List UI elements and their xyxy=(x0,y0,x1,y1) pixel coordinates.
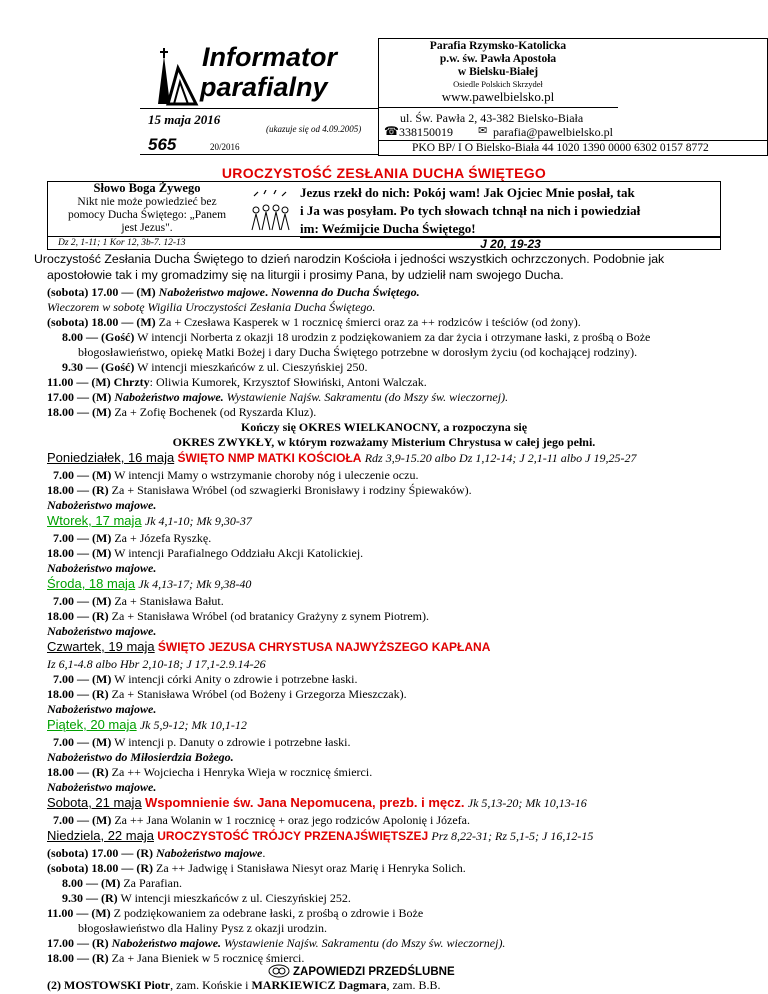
email[interactable]: parafia@pawelbielsko.pl xyxy=(493,125,614,139)
tuesday-line-2: 18.00 — (M) W intencji Parafialnego Oddziału Akcji Katolickiej. xyxy=(47,546,364,560)
parish-city: w Bielsku-Białej xyxy=(457,66,539,78)
website[interactable]: www.pawelbielsko.pl xyxy=(441,89,555,104)
bank-account: PKO BP/ I O Bielsko-Biała 44 1020 1390 0000 6302 0157 8772 xyxy=(412,142,709,154)
sunday2-line-1: (sobota) 17.00 — (R) Nabożeństwo majowe. xyxy=(47,846,266,860)
thursday-header: Czwartek, 19 maja ŚWIĘTO JEZUSA CHRYSTUSA NAJWYŻSZEGO KAPŁANA xyxy=(47,639,491,654)
monday-line-3: Nabożeństwo majowe. xyxy=(47,498,157,512)
sunday-line-3: (sobota) 18.00 — (M) Za + Czesława Kasperek w 1 rocznicę śmierci oraz za ++ rodziców i teściów (od żony). xyxy=(47,315,581,329)
sunday2-line-7: 17.00 — (R) Nabożeństwo majowe. Wystawienie Najśw. Sakramentu (do Mszy św. wieczornej). xyxy=(47,936,506,950)
sunday-line-8: 17.00 — (M) Nabożeństwo majowe. Wystawienie Najśw. Sakramentu (do Mszy św. wieczornej). xyxy=(47,390,509,404)
friday-line-1: 7.00 — (M) W intencji p. Danuty o zdrowie i potrzebne łaski. xyxy=(53,735,351,749)
saturday-header: Sobota, 21 maja Wspomnienie św. Jana Nepomucena, prezb. i męcz. Jk 5,13-20; Mk 10,13-16 xyxy=(47,795,587,810)
mail-icon: ✉ xyxy=(478,125,488,137)
thursday-line-3: Nabożeństwo majowe. xyxy=(47,702,157,716)
sunday-line-6: 9.30 — (Gość) W intencji mieszkańców z ul. Cieszyńskiej 250. xyxy=(62,360,368,374)
wednesday-line-2: 18.00 — (R) Za + Stanisława Wróbel (od bratanicy Grażyny z synem Piotrem). xyxy=(47,609,429,623)
feast-title: UROCZYSTOŚĆ ZESŁANIA DUCHA ŚWIĘTEGO xyxy=(221,165,547,181)
monday-line-1: 7.00 — (M) W intencji Mamy o wstrzymanie choroby nóg i uleczenie oczu. xyxy=(53,468,419,482)
season-end-2: OKRES ZWYKŁY, w którym rozważamy Misterium Chrystusa w całej jego pełni. xyxy=(172,435,596,449)
parish-name: Parafia Rzymsko-Katolicka xyxy=(429,40,567,52)
sunday-line-7: 11.00 — (M) Chrzty: Oliwia Kumorek, Krzysztof Słowiński, Antoni Walczak. xyxy=(47,375,427,389)
sunday-line-1: (sobota) 17.00 — (M) Nabożeństwo majowe. Nowenna do Ducha Świętego. xyxy=(47,285,420,299)
sunday-line-9: 18.00 — (M) Za + Zofię Bochenek (od Ryszarda Kluz). xyxy=(47,405,317,419)
word-text-1: Nikt nie może powiedzieć bez xyxy=(77,196,217,208)
issue-date: 15 maja 2016 xyxy=(148,112,221,127)
parish-district: Osiedle Polskich Skrzydeł xyxy=(453,79,543,89)
wednesday-line-1: 7.00 — (M) Za + Stanisława Bałut. xyxy=(53,594,224,608)
header xyxy=(140,38,768,164)
friday-header: Piątek, 20 maja Jk 5,9-12; Mk 10,1-12 xyxy=(47,717,247,732)
saturday-line-1: 7.00 — (M) Za ++ Jana Wolanin w 1 rocznicę + oraz jego rodziców Apolonię i Józefa. xyxy=(53,813,470,827)
sunday2-line-8: 18.00 — (R) Za + Jana Bieniek w 5 rocznicę śmierci. xyxy=(47,951,305,965)
tuesday-header: Wtorek, 17 maja Jk 4,1-10; Mk 9,30-37 xyxy=(47,513,252,528)
sunday2-line-6: błogosławieństwo dla Haliny Pysz z okazji urodzin. xyxy=(78,921,327,935)
logo-title-2: parafialny xyxy=(200,72,328,102)
word-ref: Dz 2, 1-11; 1 Kor 12, 3b-7. 12-13 xyxy=(58,238,186,248)
sunday2-line-2: (sobota) 18.00 — (R) Za ++ Jadwigę i Stanisława Niesyt oraz Marię i Henryka Solich. xyxy=(47,861,466,875)
wednesday-line-3: Nabożeństwo majowe. xyxy=(47,624,157,638)
friday-line-3: 18.00 — (R) Za ++ Wojciecha i Henryka Wieja w rocznicę śmierci. xyxy=(47,765,373,779)
sunday2-header: Niedziela, 22 maja UROCZYSTOŚĆ TRÓJCY PRZENAJŚWIĘTSZEJ Prz 8,22-31; Rz 5,1-5; J 16,12-15 xyxy=(47,828,594,843)
sunday2-line-3: 8.00 — (M) Za Parafian. xyxy=(62,876,182,890)
sunday-line-2: Wieczorem w sobotę Wigilia Uroczystości Zesłania Ducha Świętego. xyxy=(47,300,376,314)
word-text-2: pomocy Ducha Świętego: „Panem xyxy=(67,209,227,221)
sunday2-line-5: 11.00 — (M) Z podziękowaniem za odebrane łaski, z prośbą o zdrowie i Boże xyxy=(47,906,424,920)
tuesday-line-1: 7.00 — (M) Za + Józefa Ryszkę. xyxy=(53,531,212,545)
intro-line-2: apostołowie tak i my gromadzimy się na liturgii i prosimy Pana, by udzielił nam swojego Ducha. xyxy=(47,268,564,282)
quote-line-2: i Ja was posyłam. Po tych słowach tchnął na nich i powiedział xyxy=(300,203,641,218)
banns-title: ZAPOWIEDZI PRZEDŚLUBNE xyxy=(293,966,455,978)
thursday-readings: Iz 6,1-4.8 albo Hbr 2,10-18; J 17,1-2.9.14-26 xyxy=(47,657,266,671)
friday-line-2: Nabożeństwo do Miłosierdzia Bożego. xyxy=(47,750,234,764)
season-end-1: Kończy się OKRES WIELKANOCNY, a rozpoczyna się xyxy=(240,420,528,434)
word-title: Słowo Boga Żywego xyxy=(93,181,201,195)
thursday-line-1: 7.00 — (M) W intencji córki Anity o zdrowie i potrzebne łaski. xyxy=(53,672,358,686)
banns-line-1: (2) MOSTOWSKI Piotr, zam. Końskie i MARKIEWICZ Dagmara, zam. B.B. xyxy=(47,978,441,992)
thursday-line-2: 18.00 — (R) Za + Stanisława Wróbel (od Bożeny i Grzegorza Mieszczak). xyxy=(47,687,407,701)
phone: 338150019 xyxy=(399,125,453,139)
wednesday-header: Środa, 18 maja Jk 4,13-17; Mk 9,38-40 xyxy=(47,576,252,591)
quote-line-3: im: Weźmijcie Ducha Świętego! xyxy=(300,221,476,236)
apostles-icon xyxy=(248,190,292,232)
quote-line-1: Jezus rzekł do nich: Pokój wam! Jak Ojciec Mnie posłał, tak xyxy=(300,185,635,200)
issue-number: 565 xyxy=(148,135,177,154)
intro-line-1: Uroczystość Zesłania Ducha Świętego to dzień narodzin Kościoła i jedności wszystkich ochrzczonych. Podobnie jak xyxy=(34,252,665,266)
quote-ref: J 20, 19-23 xyxy=(480,237,541,251)
sunday2-line-4: 9.30 — (R) W intencji mieszkańców z ul. Cieszyńskiej 252. xyxy=(62,891,351,905)
address: ul. Św. Pawła 2, 43-382 Bielsko-Biała xyxy=(400,111,584,125)
tuesday-line-3: Nabożeństwo majowe. xyxy=(47,561,157,575)
since-date: (ukazuje się od 4.09.2005) xyxy=(266,124,362,134)
phone-icon: ☎ xyxy=(384,124,399,138)
sunday-line-5: błogosławieństwo, opiekę Matki Bożej i dary Ducha Świętego potrzebne w dorosłym życiu (od kochającej rodziny). xyxy=(78,345,638,359)
parish-patron: p.w. św. Pawła Apostoła xyxy=(439,53,557,65)
word-text-3: jest Jezus". xyxy=(121,222,173,234)
rings-icon xyxy=(268,964,290,978)
logo-title-1: Informator xyxy=(202,42,337,72)
friday-line-4: Nabożeństwo majowe. xyxy=(47,780,157,794)
monday-header: Poniedziałek, 16 maja ŚWIĘTO NMP MATKI KOŚCIOŁA Rdz 3,9-15.20 albo Dz 1,12-14; J 2,1-11 albo J 19,25-27 xyxy=(47,450,637,465)
issue-sub: 20/2016 xyxy=(210,142,240,152)
church-logo-icon xyxy=(150,46,200,106)
monday-line-2: 18.00 — (R) Za + Stanisława Wróbel (od szwagierki Bronisławy i rodziny Śpiewaków). xyxy=(47,483,472,497)
sunday-line-4: 8.00 — (Gość) W intencji Norberta z okazji 18 urodzin z podziękowaniem za dar życia i otrzymane łaski, z prośbą o Boże xyxy=(62,330,651,344)
